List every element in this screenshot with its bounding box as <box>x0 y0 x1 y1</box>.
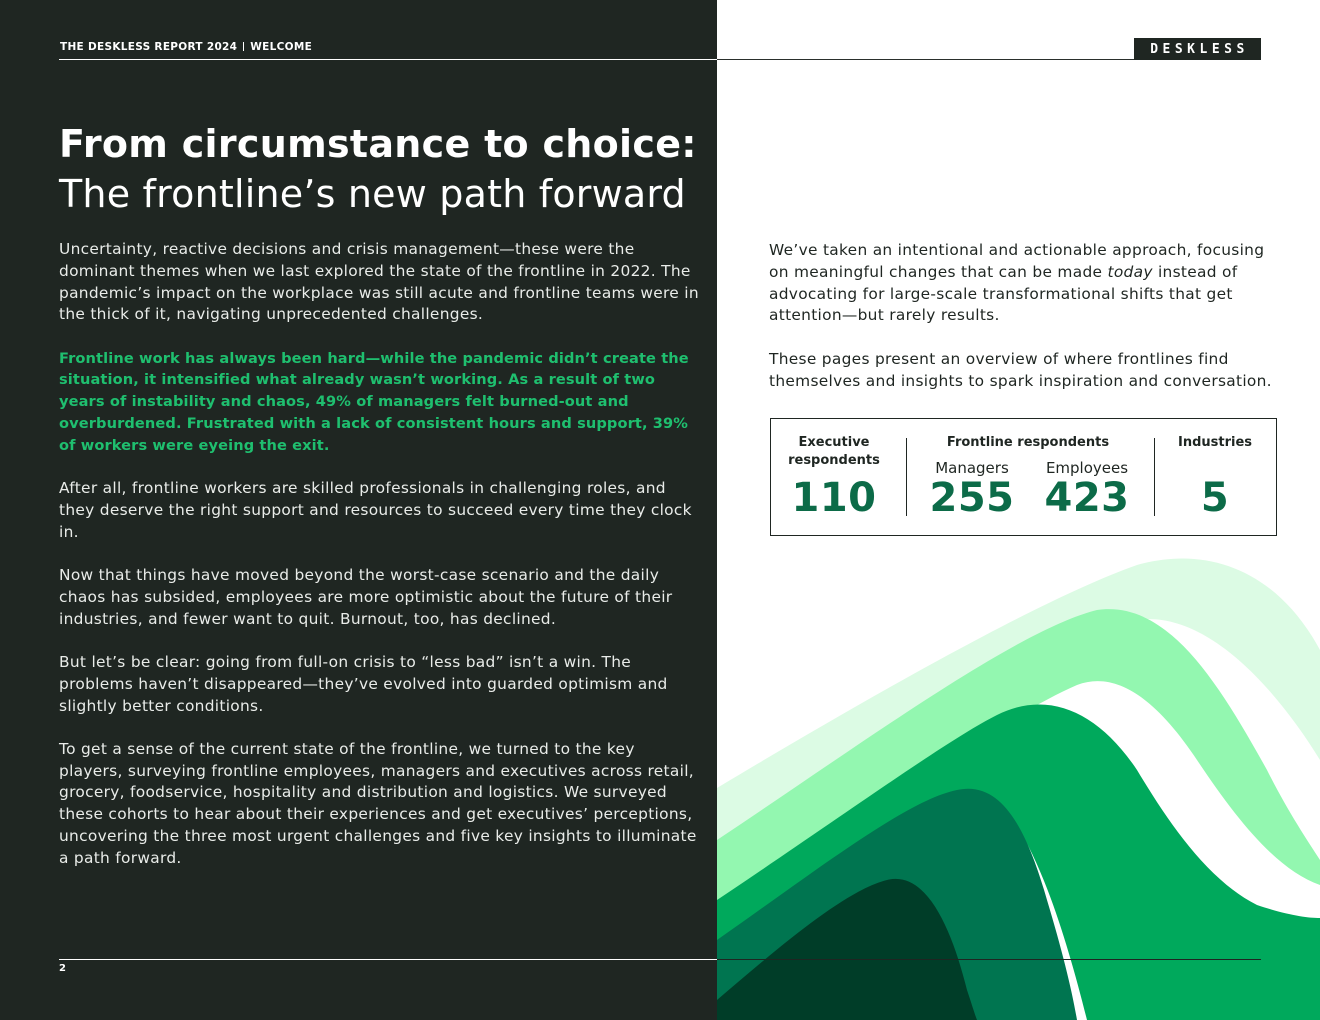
approach-text-start: We’ve taken an intentional and actionable approach, focusing on meaningful changes that can be made <box>769 241 1265 281</box>
section-name: WELCOME <box>250 41 313 53</box>
green-wave-graphic <box>717 540 1320 1020</box>
deskless-logo: DESKLESS <box>1134 38 1261 60</box>
right-body-text <box>769 240 1289 414</box>
approach-text-end: instead of advocating for large-scale transformational shifts that get attention—but rarely results. <box>769 262 1238 325</box>
industries-label: Industries <box>1177 435 1253 450</box>
respondent-stats-box <box>770 418 1277 536</box>
intro-paragraph: Uncertainty, reactive decisions and crisis management—these were the dominant themes when we last explored the state of the frontline in 2022. The pandemic’s impact on the workplace was still acute and frontline teams were in the thick of it, navigating unprecedented challenges. <box>59 240 699 324</box>
report-title: THE DESKLESS REPORT 2024 <box>60 41 238 53</box>
employees-label: Employees <box>1045 459 1129 477</box>
frontline-respondents-label: Frontline respondents <box>946 435 1110 450</box>
stat-divider <box>906 438 907 516</box>
body-paragraph: But let’s be clear: going from full-on crisis to “less bad” isn’t a win. The problems haven’t disappeared—they’ve evolved into guarded optimism and slightly better conditions. <box>59 652 668 715</box>
highlight-paragraph: Frontline work has always been hard—while the pandemic didn’t create the situation, it intensified what already wasn’t working. As a result of two years of instability and chaos, 49% of managers felt burned-out and overburdened. Frustrated with a lack of consistent hours and support, 39% of workers were eyeing the exit. <box>59 349 689 454</box>
managers-label: Managers <box>935 459 1009 477</box>
page-subtitle: The frontline’s new path forward <box>59 172 686 216</box>
header-rule-left <box>59 59 717 60</box>
approach-paragraph <box>769 240 1289 327</box>
overview-paragraph: These pages present an overview of where frontlines find themselves and insights to spark inspiration and conversation. <box>769 349 1272 390</box>
left-body-text <box>59 239 699 891</box>
page-number: 2 <box>59 963 66 974</box>
employees-value: 423 <box>1044 475 1130 521</box>
header-separator <box>243 42 244 51</box>
executive-respondents-value: 110 <box>791 475 877 521</box>
executive-respondents-label: Executive respondents <box>788 435 880 468</box>
footer-rule-left <box>59 959 717 960</box>
body-paragraph: To get a sense of the current state of the frontline, we turned to the key players, surveying frontline employees, managers and executives across retail, grocery, foodservice, hospitality and distribution and logistics. We surveyed these cohorts to hear about their experiences and get executives’ perceptions, uncovering the three most urgent challenges and five key insights to illuminate a path forward. <box>59 739 697 867</box>
running-header <box>60 41 312 53</box>
approach-emphasis: today <box>1107 262 1153 281</box>
industries-value: 5 <box>1200 475 1230 521</box>
page-title: From circumstance to choice: <box>59 122 697 166</box>
body-paragraph: After all, frontline workers are skilled professionals in challenging roles, and they deserve the right support and resources to succeed every time they clock in. <box>59 479 692 541</box>
body-paragraph: Now that things have moved beyond the worst-case scenario and the daily chaos has subsided, employees are more optimistic about the future of their industries, and fewer want to quit. Burnout, too, has declined. <box>59 566 673 628</box>
managers-value: 255 <box>929 475 1015 521</box>
stat-divider <box>1154 438 1155 516</box>
